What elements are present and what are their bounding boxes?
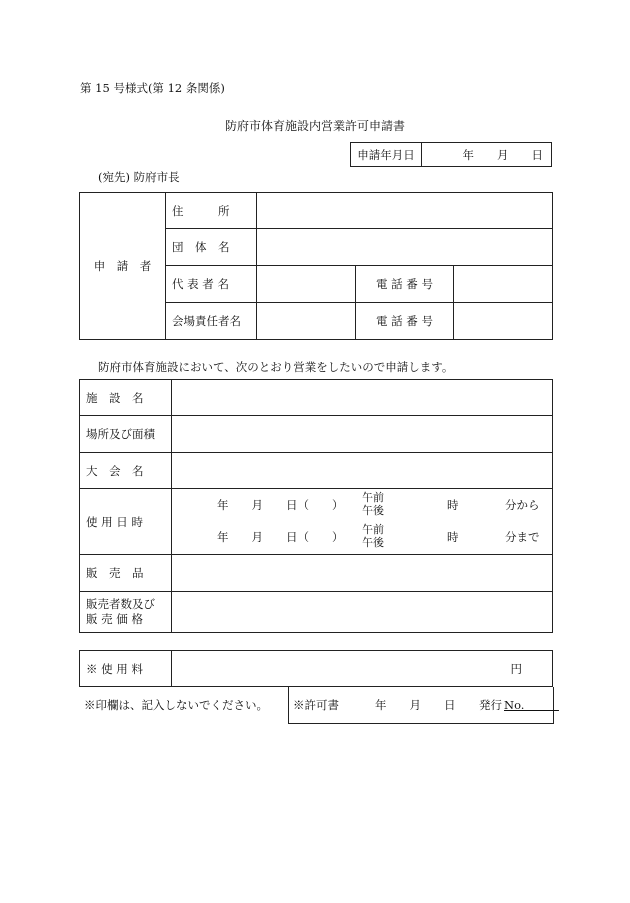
address-field[interactable] <box>257 193 553 229</box>
from-am: 午前 <box>362 491 384 504</box>
representative-label: 代 表 者 名 <box>166 266 257 303</box>
permit-issued: 発行 <box>479 698 502 712</box>
usage-datetime-field[interactable] <box>172 489 553 555</box>
from-hour: 時 <box>447 498 459 512</box>
sellers-price-field[interactable] <box>172 592 553 633</box>
event-name-field[interactable] <box>172 453 553 489</box>
permit-label: ※許可書 <box>293 698 339 712</box>
facility-name-field[interactable] <box>172 380 553 416</box>
to-minute: 分まで <box>505 530 540 544</box>
form-title: 防府市体育施設内営業許可申請書 <box>224 119 405 133</box>
fee-label: ※ 使 用 料 <box>80 651 172 687</box>
venue-manager-phone-field[interactable] <box>454 303 553 340</box>
representative-phone-label: 電 話 番 号 <box>355 266 454 303</box>
from-date: 年 月 日（ ） <box>217 498 344 512</box>
group-name-label: 団 体 名 <box>166 229 257 266</box>
from-ampm <box>362 491 384 517</box>
location-area-label: 場所及び面積 <box>80 416 172 453</box>
venue-manager-label: 会場責任者名 <box>166 303 257 340</box>
application-date-box <box>350 142 552 167</box>
form-number: 第 15 号様式(第 12 条関係) <box>80 81 225 95</box>
permit-no[interactable]: No. <box>504 698 559 712</box>
details-table <box>79 379 553 633</box>
to-hour: 時 <box>447 530 459 544</box>
from-minute: 分から <box>505 498 540 512</box>
facility-name-label: 施 設 名 <box>80 380 172 416</box>
to-pm: 午後 <box>362 536 384 549</box>
to-ampm <box>362 523 384 549</box>
application-date-label: 申請年月日 <box>351 143 422 167</box>
to-am: 午前 <box>362 523 384 536</box>
venue-manager-phone-label: 電 話 番 号 <box>355 303 454 340</box>
applicant-section-label: 申 請 者 <box>80 193 166 340</box>
from-pm: 午後 <box>362 504 384 517</box>
address-label: 住 所 <box>166 193 257 229</box>
fee-unit: 円 <box>510 661 522 676</box>
goods-field[interactable] <box>172 555 553 592</box>
permit-box <box>288 687 559 724</box>
fee-field[interactable] <box>172 651 553 687</box>
location-area-field[interactable] <box>172 416 553 453</box>
fee-table <box>79 650 553 687</box>
to-date: 年 月 日（ ） <box>217 530 344 544</box>
applicant-table <box>79 192 553 340</box>
usage-from-line <box>172 491 552 521</box>
usage-datetime-label: 使 用 日 時 <box>80 489 172 555</box>
addressee: (宛先) 防府市長 <box>98 170 180 184</box>
usage-to-line <box>172 523 552 553</box>
goods-label: 販 売 品 <box>80 555 172 592</box>
intro-sentence: 防府市体育施設において、次のとおり営業をしたいので申請します。 <box>98 360 454 374</box>
event-name-label: 大 会 名 <box>80 453 172 489</box>
sellers-label-line1: 販売者数及び <box>86 597 155 611</box>
note-text: ※印欄は、記入しないでください。 <box>84 698 268 712</box>
application-date-field[interactable]: 年 月 日 <box>422 143 552 167</box>
sellers-price-label <box>80 592 172 633</box>
venue-manager-field[interactable] <box>257 303 356 340</box>
representative-field[interactable] <box>257 266 356 303</box>
permit-date[interactable]: 年 月 日 <box>375 698 456 712</box>
group-name-field[interactable] <box>257 229 553 266</box>
sellers-label-line2: 販 売 価 格 <box>86 612 143 626</box>
representative-phone-field[interactable] <box>454 266 553 303</box>
